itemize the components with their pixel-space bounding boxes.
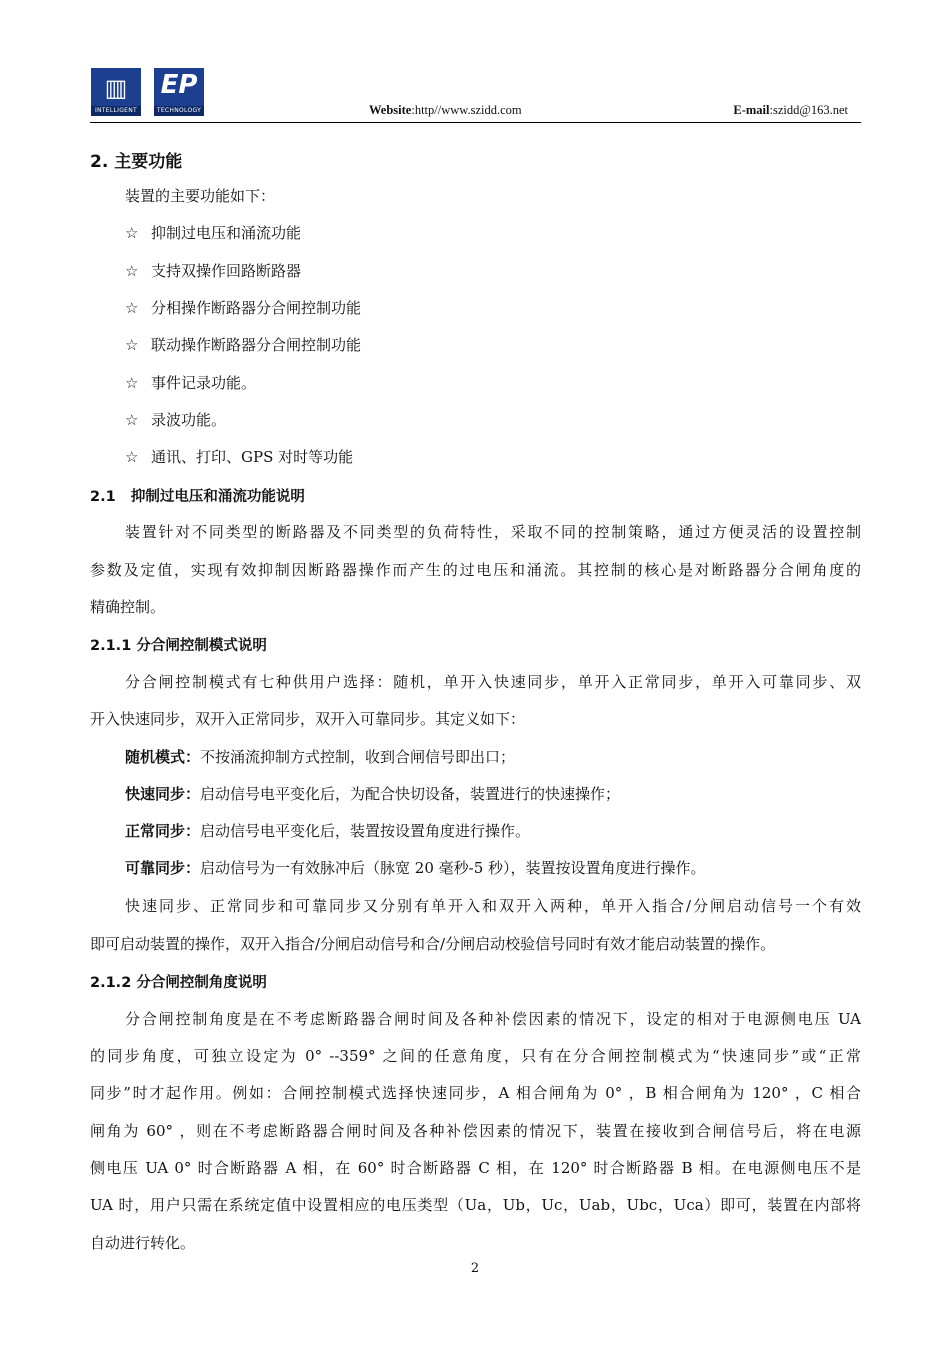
subsection-title-2-1-1: 2.1.1 分合闸控制模式说明 [90,638,267,654]
mode-desc: 启动信号电平变化后，为配合快切设备，装置进行的快速操作； [200,785,621,803]
header-rule [90,122,861,123]
paragraph-line: 精确控制。 [90,598,166,616]
star-icon: ☆ [125,262,139,280]
paragraph-line: 即可启动装置的操作，双开入指合/分闸启动信号和合/分闸启动校验信号同时有效才能启动装置的操作。 [90,935,776,953]
logo1-label: INTELLIGENT [91,106,141,116]
feature-item: ☆ 支持双操作回路断路器 [125,262,302,280]
header-email [733,103,848,118]
feature-item: ☆ 抑制过电压和涌流功能 [125,224,302,242]
feature-item: ☆ 通讯、打印、GPS 对时等功能 [125,448,354,466]
feature-item: ☆ 事件记录功能。 [125,374,257,392]
paragraph-line: 侧电压 UA 0° 时合断路器 A 相，在 60° 时合断路器 C 相，在 120° 时合断路器 B 相。在电源侧电压不是 [90,1159,861,1177]
mode-term: 可靠同步： [125,859,201,877]
feature-item: ☆ 录波功能。 [125,411,227,429]
logo2-label: TECHNOLOGY [154,106,204,116]
star-icon: ☆ [125,411,139,429]
mode-definition [125,746,896,767]
subsection-title-2-1-2: 2.1.2 分合闸控制角度说明 [90,975,267,991]
subsection-title-2-1: 2.1 抑制过电压和涌流功能说明 [90,489,305,505]
page-number: 2 [470,1261,480,1276]
paragraph-line: 的同步角度，可独立设定为 0° --359° 之间的任意角度，只有在分合闸控制模式为“快速同步”或“正常 [90,1047,861,1065]
mode-definition [125,857,896,878]
company-logo-intelligent [91,68,141,116]
logo-emblem-icon: ▥ [104,74,128,102]
star-icon: ☆ [125,299,139,317]
star-icon: ☆ [125,224,139,242]
feature-item: ☆ 联动操作断路器分合闸控制功能 [125,336,362,354]
star-icon: ☆ [125,336,139,354]
email-label: E-mail [733,103,770,117]
section-title: 2. 主要功能 [90,152,183,172]
email-link[interactable]: :szidd@163.net [769,103,848,117]
paragraph-line: 参数及定值，实现有效抑制因断路器操作而产生的过电压和涌流。其控制的核心是对断路器分合闸角度的 [90,561,861,579]
mode-term: 正常同步： [125,822,201,840]
paragraph-line: 分合闸控制模式有七种供用户选择：随机，单开入快速同步，单开入正常同步，单开入可靠同步、双 [125,673,861,691]
website-label: Website [369,103,412,117]
mode-term: 快速同步： [125,785,201,803]
paragraph-line: UA 时，用户只需在系统定值中设置相应的电压类型（Ua，Ub，Uc，Uab，Ubc，Uca）即可，装置在内部将 [90,1196,861,1214]
paragraph-line: 自动进行转化。 [90,1234,196,1252]
paragraph-line: 开入快速同步，双开入正常同步，双开入可靠同步。其定义如下： [90,710,526,728]
star-icon: ☆ [125,448,139,466]
header-website [369,103,522,118]
mode-term: 随机模式： [125,748,201,766]
mode-desc: 启动信号为一有效脉冲后（脉宽 20 毫秒-5 秒），装置按设置角度进行操作。 [200,859,706,877]
company-logo-ep [154,68,204,116]
paragraph-line: 同步”时才起作用。例如：合闸控制模式选择快速同步，A 相合闸角为 0° ，B 相合闸角为 120° ，C 相合 [90,1084,861,1102]
paragraph-line: 装置针对不同类型的断路器及不同类型的负荷特性，采取不同的控制策略，通过方便灵活的设置控制 [125,523,861,541]
paragraph-line: 分合闸控制角度是在不考虑断路器合闸时间及各种补偿因素的情况下，设定的相对于电源侧电压 UA [125,1010,861,1028]
feature-item: ☆ 分相操作断路器分合闸控制功能 [125,299,362,317]
website-link[interactable]: :http//www.szidd.com [411,103,522,117]
logo2-text: EP [160,70,198,100]
mode-definition [125,783,896,804]
star-icon: ☆ [125,374,139,392]
mode-definition [125,820,896,841]
paragraph-line: 闸角为 60° ，则在不考虑断路器合闸时间及各种补偿因素的情况下，装置在接收到合闸信号后，将在电源 [90,1122,861,1140]
mode-desc: 不按涌流抑制方式控制，收到合闸信号即出口； [200,748,516,766]
section-intro: 装置的主要功能如下： [125,187,276,205]
paragraph-line: 快速同步、正常同步和可靠同步又分别有单开入和双开入两种，单开入指合/分闸启动信号一个有效 [125,897,861,915]
mode-desc: 启动信号电平变化后，装置按设置角度进行操作。 [200,822,531,840]
